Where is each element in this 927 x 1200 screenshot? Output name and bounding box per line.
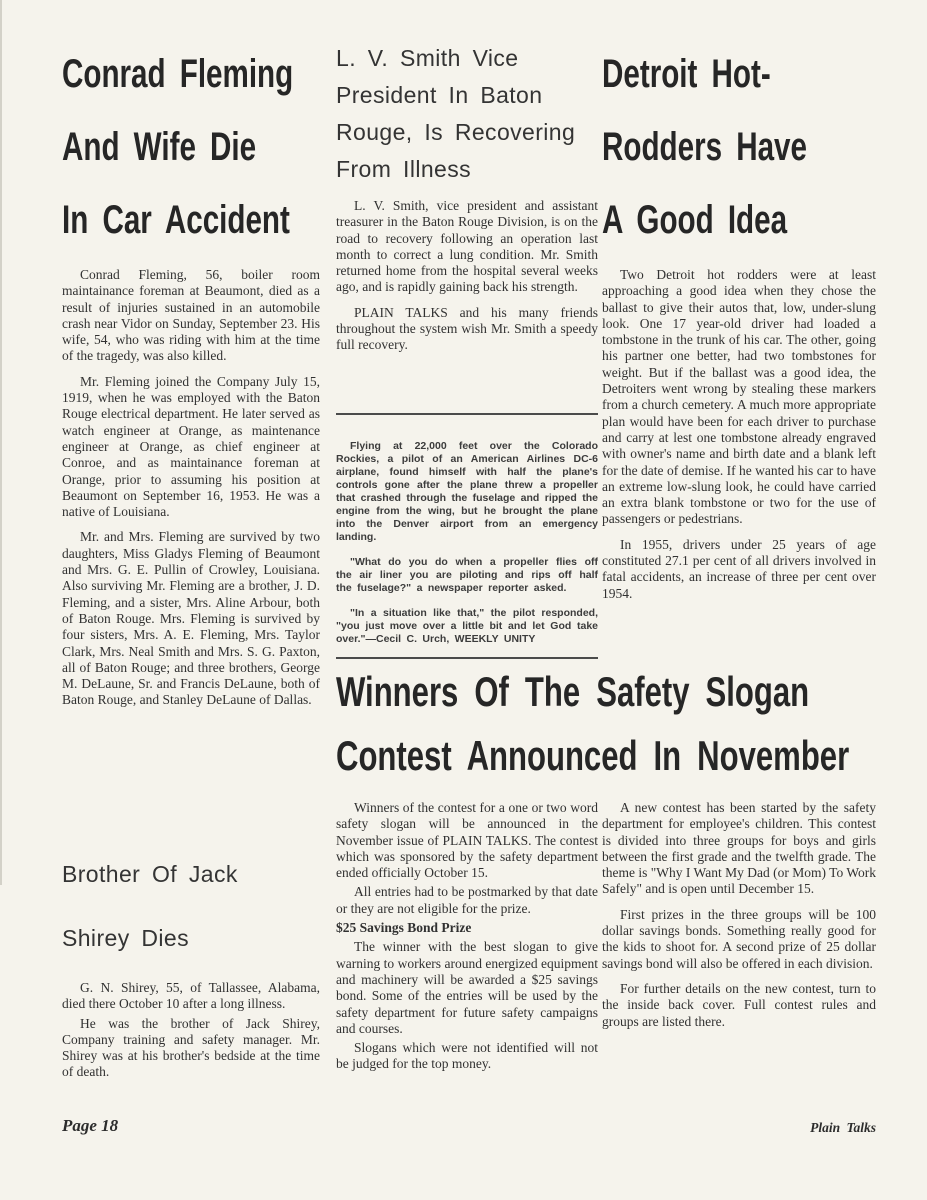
headline-line: Shirey Dies	[62, 925, 189, 951]
paragraph: Mr. Fleming joined the Company July 15, 1919, when he was employed with the Baton Rouge electrical department. He later served as watch engineer at Orange, as maintenance engineer at Orange, as chief engineer at Conroe, and as maintainance foreman at Orange, prior to assuming his position at Beaumont on September 16, 1953. He was a native of Louisiana.	[62, 373, 320, 520]
article-smith-headline	[336, 40, 598, 188]
paragraph: A new contest has been started by the safety department for employee's children. This contest is divided into three groups for boys and girls between the first grade and the twelfth grade. The theme is "Why I Want My Dad (or Mom) To Work Safely" and is open until December 15.	[602, 800, 876, 897]
headline-line: Rodders Have	[602, 125, 807, 169]
paragraph: Slogans which were not identified will not be judged for the top money.	[336, 1040, 598, 1072]
article-hot-rodders-headline	[602, 38, 876, 257]
paragraph: Winners of the contest for a one or two word safety slogan will be announced in the November issue of PLAIN TALKS. The contest which was sponsored by the safety department ended officially October 15.	[336, 800, 598, 881]
paragraph: "What do you do when a propeller flies off the air liner you are piloting and rips off half the fuselage?" a newspaper reporter asked.	[336, 556, 598, 594]
article-hot-rodders	[602, 38, 876, 611]
headline-line: Detroit Hot-	[602, 52, 771, 96]
headline-line: Winners Of The Safety Slogan	[336, 668, 810, 715]
article-fleming-headline	[62, 38, 320, 257]
headline-line: In Car Accident	[62, 198, 290, 242]
article-fleming-body	[62, 267, 320, 709]
headline-line: A Good Idea	[602, 198, 788, 242]
paragraph: Mr. and Mrs. Fleming are survived by two daughters, Miss Gladys Fleming of Beaumont and Mrs. G. E. Pullin of Crowley, Louisiana. Also surviving Mr. Fleming are a brother, J. D. Fleming, and a sister, Mrs. Aline Arbour, both of Baton Rouge. Mrs. Fleming is survived by four sisters, Mrs. A. E. Fleming, Mrs. Taylor Clark, Mrs. Neal Smith and Mrs. S. G. Paxton, all of Baton Rouge; and three brothers, George M. DeLaune, Sr. and Francis DeLaune, both of Baton Rouge, and Stanley DeLaune of Dallas.	[62, 529, 320, 708]
paragraph: "In a situation like that," the pilot responded, "you just move over a little bit and let God take over."—Cecil C. Urch, WEEKLY UNITY	[336, 607, 598, 645]
article-contest-headline	[336, 660, 876, 788]
paragraph: In 1955, drivers under 25 years of age constituted 27.1 per cent of all drivers involved in fatal accidents, an increase of three per cent over 1954.	[602, 536, 876, 601]
quote-box-filler	[336, 413, 598, 659]
headline-line: Brother Of Jack	[62, 861, 238, 887]
paragraph: Flying at 22,000 feet over the Colorado Rockies, a pilot of an American Airlines DC-6 airplane, found himself with half the plane's controls gone after the plane threw a propeller that crashed through the fuselage and ripped the engine from the wing, but he brought the plane into the Denver airport from an emergency landing.	[336, 440, 598, 543]
contest-subhead: $25 Savings Bond Prize	[336, 920, 472, 936]
article-hot-rodders-body	[602, 267, 876, 602]
headline-line: President In Baton	[336, 82, 543, 108]
article-contest-right-column	[602, 800, 876, 1039]
paragraph: The winner with the best slogan to give warning to workers around energized equipment and machinery will be awarded a $25 savings bond. Some of the entries will be used by the safety department for future safety campaigns and courses.	[336, 939, 598, 1036]
article-contest-left-column	[336, 800, 598, 1076]
paragraph: He was the brother of Jack Shirey, Company training and safety manager. Mr. Shirey was at his brother's bedside at the time of death.	[62, 1015, 320, 1080]
article-fleming	[62, 38, 320, 718]
divider-rule-top	[336, 413, 598, 415]
paragraph: L. V. Smith, vice president and assistant treasurer in the Baton Rouge Division, is on the road to recovery following an operation last month to correct a lung condition. Mr. Smith returned home from the hospital several weeks ago, and is rapidly gaining back his strength.	[336, 198, 598, 295]
paragraph: First prizes in the three groups will be 100 dollar savings bonds. Something really good for the kids to shoot for. A second prize of 25 dollar savings bond will also be offered in each division.	[602, 906, 876, 971]
footer-page-number: Page 18	[62, 1116, 119, 1135]
headline-line: Rouge, Is Recovering	[336, 119, 576, 145]
paragraph: Two Detroit hot rodders were at least approaching a good idea when they chose the ballast to give their autos that, low, under-slung look. One 17 year-old driver had loaded a tombstone in the trunk of his car. The other, going his partner one better, had two tombstones for weight. But if the ballast was a good idea, the Detroiters went wrong by stealing these markers from a church cemetery. A much more appropriate plan would have been for each driver to purchase and carry at lest one tombstone already engraved with owner's name and birth date and a blank left for the date of demise. If he wanted his car to have an extreme low-slung look, he could have carried an extra blank tombstone or two for the use of passengers or pedestrians.	[602, 267, 876, 527]
headline-line: L. V. Smith Vice	[336, 45, 519, 71]
paragraph: For further details on the new contest, turn to the inside back cover. Full contest rules and groups are listed there.	[602, 980, 876, 1029]
headline-line: Contest Announced In November	[336, 732, 850, 779]
article-shirey	[62, 842, 320, 1084]
article-shirey-body	[62, 980, 320, 1081]
paragraph: Conrad Fleming, 56, boiler room maintainance foreman at Beaumont, died as a result of injuries sustained in an automobile crash near Vidor on Sunday, September 23. His wife, 54, who was riding with him at the time of the tragedy, was also killed.	[62, 267, 320, 364]
divider-rule-bottom	[336, 657, 598, 659]
paragraph: G. N. Shirey, 55, of Tallassee, Alabama, died there October 10 after a long illness.	[62, 980, 320, 1012]
headline-line: From Illness	[336, 156, 472, 182]
paragraph: All entries had to be postmarked by that date or they are not eligible for the prize.	[336, 884, 598, 916]
article-shirey-headline	[62, 842, 320, 970]
headline-line: Conrad Fleming	[62, 52, 294, 96]
article-smith	[336, 40, 598, 363]
headline-line: And Wife Die	[62, 125, 257, 169]
page-edge-shadow	[0, 0, 2, 885]
article-smith-body	[336, 198, 598, 354]
paragraph: PLAIN TALKS and his many friends throughout the system wish Mr. Smith a speedy full recovery.	[336, 304, 598, 353]
footer-publication-name: Plain Talks	[810, 1120, 876, 1135]
